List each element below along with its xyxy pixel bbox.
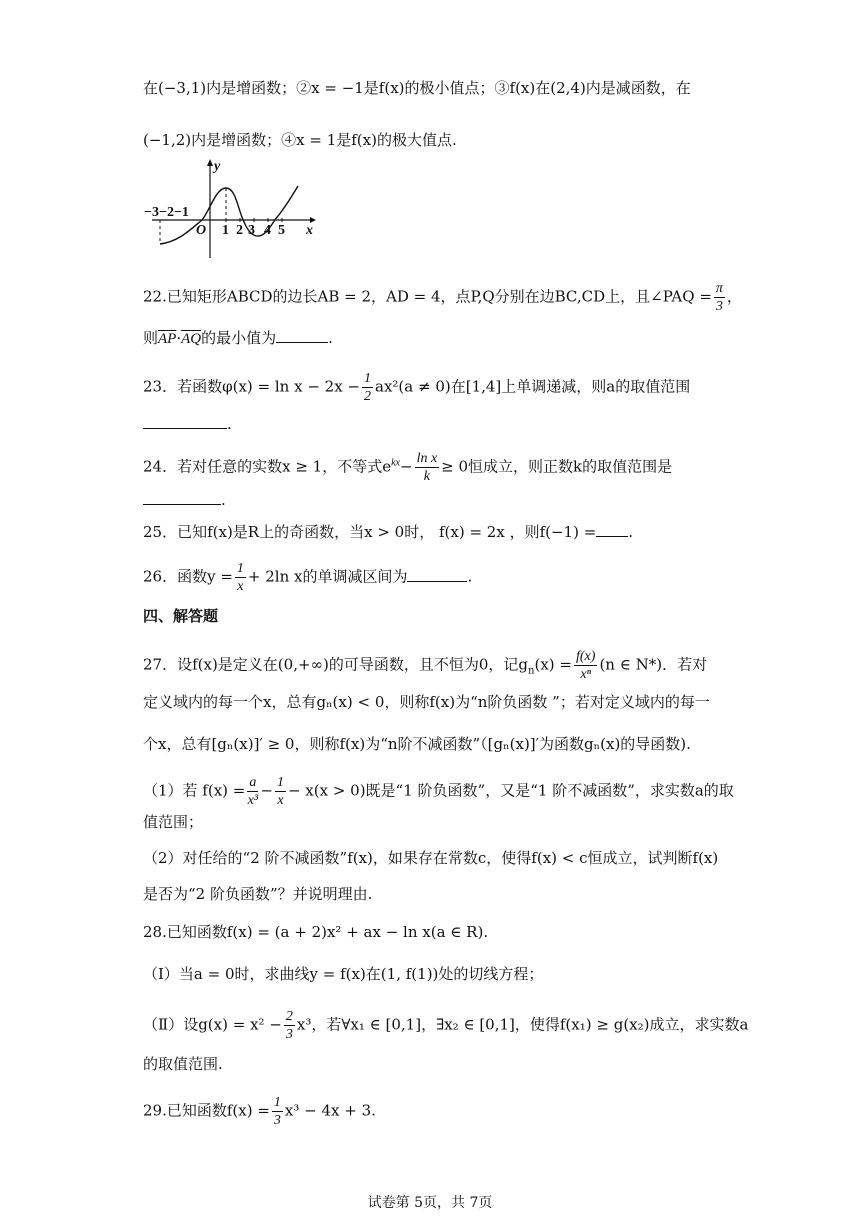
answer-blank (143, 414, 227, 429)
fraction (275, 774, 286, 809)
continuation-line-2: (−1,2)内是增函数；④x = 1是f(x)的极大值点. (143, 131, 457, 149)
vector-aq: $\overline{AQ}$ (181, 331, 202, 347)
vector-ap: $\overline{AP}$ (158, 331, 177, 347)
fraction (415, 450, 440, 485)
question-23-blank-line: . (143, 414, 232, 434)
question-text: ．若对任意的实数x ≥ 1，不等式e (162, 457, 392, 476)
fraction-numerator: ln x (416, 451, 438, 466)
continuation-line-1: 在(−3,1)内是增函数；②x = −1是f(x)的极小值点；③f(x)在(2,4)内是减函数，在 (143, 79, 691, 97)
question-text: ax²(a ≠ 0)在[1,4]上单调递减，则a的取值范围 (375, 377, 691, 396)
minus-sign: − (399, 457, 413, 476)
y-axis-arrow (207, 159, 213, 166)
part-text: − x(x > 0)既是“1 阶负函数”，又是“1 阶不减函数”，求实数a的取 (287, 781, 734, 800)
question-number: 27 (143, 655, 163, 674)
question-27: 27．设f(x)是定义在(0,+∞)的可导函数，且不恒为0，记$g_n(x)$ = $\frac{f(x)}{\text{xⁿ}}$ (n ∈ N*)．若对 (143, 649, 708, 682)
tick-label-1: 1 (222, 223, 229, 238)
fraction-numerator: a (249, 775, 257, 790)
fraction-denominator: xⁿ (580, 667, 592, 682)
answer-blank (143, 490, 221, 505)
question-29 (143, 1094, 376, 1129)
question-number: 25 (143, 523, 163, 541)
x-axis-label: x (306, 223, 313, 238)
question-27-line-3: 个x，总有[gₙ(x)]′ ≥ 0，则称f(x)为“n阶不减函数”（[gₙ(x)]′为函数gₙ(x)的导函数). (143, 735, 691, 753)
minus-sign: − (260, 781, 273, 800)
question-number: 24 (143, 457, 163, 476)
fraction (574, 648, 597, 683)
tick-label-5: 5 (278, 223, 285, 238)
question-27-part-1-cont: 值范围； (143, 813, 204, 831)
fraction-denominator: k (423, 469, 430, 484)
question-text: ．若函数φ(x) = ln x − 2x − (162, 377, 360, 396)
question-26: 26．函数y = $\frac{1}{x}$ + 2ln x的单调减区间为 . (143, 561, 473, 594)
question-text: .已知函数f(x) = (162, 1101, 270, 1120)
exponent: kx (391, 457, 400, 469)
question-text: (n ∈ N*)．若对 (599, 655, 708, 674)
fraction-numerator: 1 (236, 561, 244, 576)
fraction-denominator: x³ (247, 793, 259, 808)
part-text: （1）若 f(x) = (143, 781, 246, 800)
tick-label-3: 3 (248, 223, 255, 238)
section-heading: 四、解答题 (143, 607, 219, 625)
question-22: 22.已知矩形ABCD的边长AB = 2，AD = 4，点P,Q分别在边BC,CD上，且∠PAQ = $\frac{\pi}{3}$ ， (143, 281, 742, 314)
page-footer: 试卷第 5页，共 7页 (367, 1195, 493, 1211)
question-text: x³ − 4x + 3. (284, 1101, 376, 1120)
question-text: .已知函数f(x) = (a + 2)x² + ax − ln x(a ∈ R). (162, 923, 489, 941)
fraction-numerator: π (715, 281, 723, 296)
question-text: ．函数y = (162, 567, 233, 586)
question-text: 的最小值为 (201, 329, 277, 347)
tick-label-4: 4 (264, 223, 271, 238)
question-number: 22 (143, 287, 163, 306)
fraction-denominator: 3 (285, 1027, 293, 1042)
question-24-blank-line: . (143, 490, 226, 510)
answer-blank (596, 522, 628, 537)
part-text: （Ⅱ）设g(x) = x² − (143, 1015, 282, 1034)
question-25: 25．已知f(x)是R上的奇函数，当x > 0时， f(x) = 2x ，则f(−1) = . (143, 523, 634, 541)
question-27-part-2: （2）对任给的“2 阶不减函数”f(x)，如果存在常数c，使得f(x) < c恒成立，试判断f(x) (143, 849, 719, 867)
question-28-part-2-cont: 的取值范围. (143, 1055, 223, 1073)
fraction-denominator: 3 (715, 299, 723, 314)
fraction (362, 370, 373, 405)
question-text: + 2ln x的单调减区间为 (247, 567, 408, 586)
fraction-numerator: 2 (285, 1009, 293, 1024)
question-27-part-1 (143, 774, 734, 809)
fraction (714, 280, 725, 315)
fraction (272, 1094, 283, 1129)
question-text: ≥ 0恒成立，则正数k的取值范围是 (441, 457, 673, 476)
question-23 (143, 370, 690, 405)
question-number: 26 (143, 567, 163, 586)
fraction-denominator: 2 (364, 389, 371, 404)
question-28-part-2 (143, 1008, 748, 1043)
question-27-line-2: 定义域内的每一个x，总有gₙ(x) < 0，则称f(x)为“n阶负函数 ”；若对定义域内的每一 (143, 693, 710, 711)
fraction-numerator: 1 (273, 1095, 281, 1110)
question-number: 29 (143, 1101, 163, 1120)
question-text: 则 (143, 329, 159, 347)
fraction-denominator: x (237, 579, 244, 594)
question-text: .已知矩形ABCD的边长AB = 2，AD = 4，点P,Q分别在边BC,CD上，且∠PAQ = (162, 287, 712, 306)
question-27-part-2-cont: 是否为“2 阶负函数”？并说明理由. (143, 885, 373, 903)
answer-blank (407, 567, 467, 582)
question-22-line-2: 则$\overline{AP}\cdot\overline{AQ}$的最小值为 . (143, 329, 333, 347)
question-text: ．设f(x)是定义在(0,+∞)的可导函数，且不恒为0，记g (162, 655, 529, 674)
fraction-numerator: 1 (364, 371, 371, 386)
question-24 (143, 450, 672, 485)
function-graph (140, 158, 320, 262)
origin-label: O (196, 223, 207, 238)
question-28 (143, 922, 488, 942)
fraction-denominator: x (277, 793, 284, 808)
fraction (247, 774, 258, 809)
fraction-denominator: 3 (273, 1113, 281, 1128)
question-number: 28 (143, 923, 163, 941)
part-text: x³，若∀x₁ ∈ [0,1]，∃x₂ ∈ [0,1]，使得f(x₁) ≥ g(x₂)成立，求实数a (296, 1015, 749, 1034)
tick-label-2: 2 (236, 223, 243, 238)
question-28-part-1: （Ⅰ）当a = 0时，求曲线y = f(x)在(1, f(1))处的切线方程； (143, 965, 544, 983)
fraction-numerator: f(x) (576, 649, 596, 664)
question-text: ．已知f(x)是R上的奇函数，当x > 0时， f(x) = 2x ，则f(−1) = (162, 523, 597, 541)
fraction-numerator: 1 (276, 775, 284, 790)
fraction (284, 1008, 295, 1043)
negative-tick-labels: −3−2−1 (144, 205, 189, 220)
answer-blank (276, 328, 328, 343)
fraction (235, 560, 246, 595)
question-number: 23 (143, 377, 163, 396)
y-axis-label: y (214, 159, 221, 174)
